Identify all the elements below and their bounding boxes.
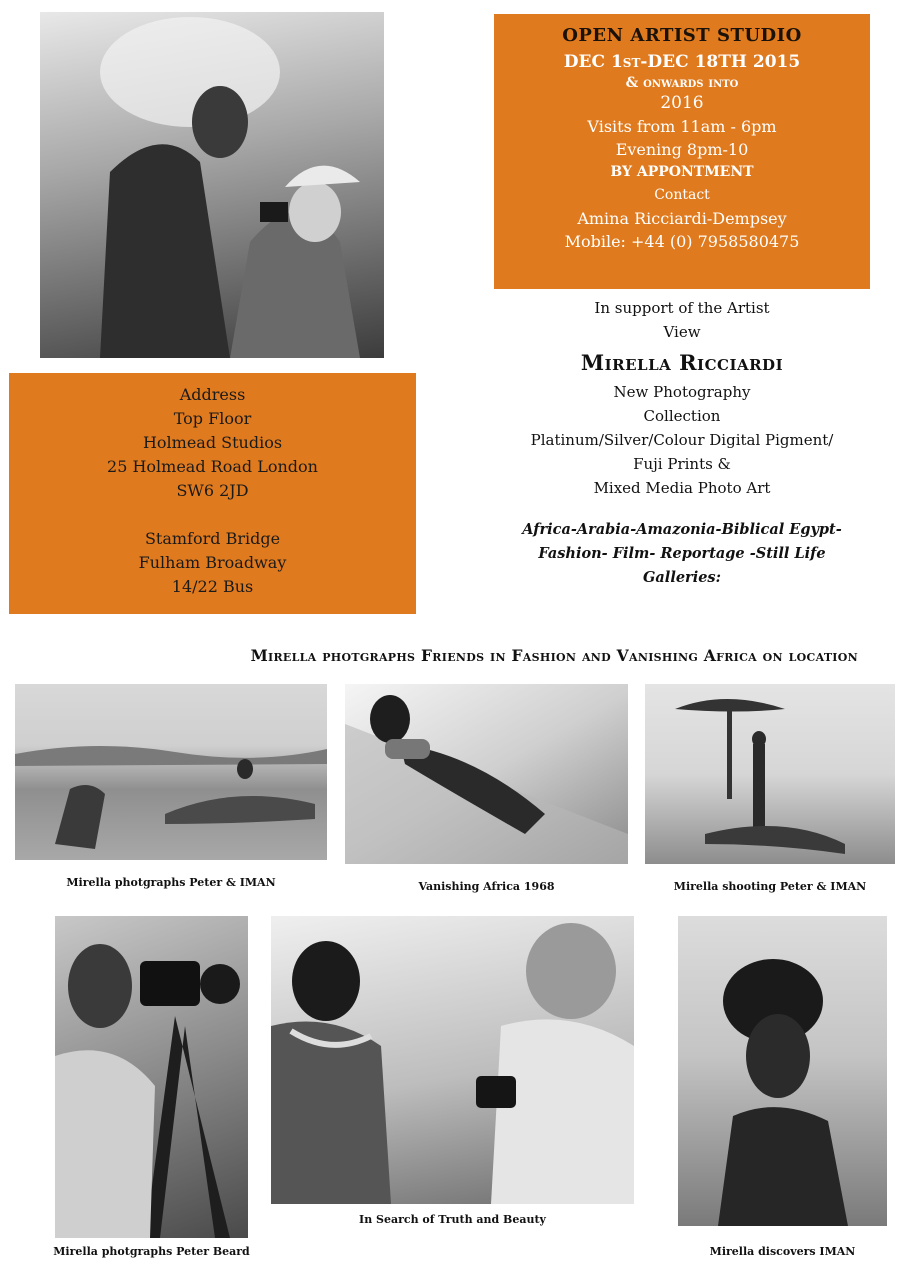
studio-contact-name: Amina Ricciardi-Dempsey [577,209,787,228]
caption-6: Mirella discovers IMAN [709,1245,856,1258]
collection-line5: Mixed Media Photo Art [593,479,771,497]
studio-onwards: & onwards into [625,75,739,91]
caption-1: Mirella photgraphs Peter & IMAN [66,876,276,889]
address-line2: Holmead Studios [142,433,283,452]
photo-peter-iman-2 [645,684,895,864]
address-line1: Top Floor [173,409,252,428]
studio-year: 2016 [660,93,704,113]
studio-appointment: BY APPONTMENT [610,164,754,180]
studio-visits: Visits from 11am - 6pm [587,117,777,136]
caption-3: Mirella shooting Peter & IMAN [673,880,867,893]
section-heading: Mirella photgraphs Friends in Fashion and Vanishing Africa on location [250,646,858,665]
studio-contact-label: Contact [654,187,710,203]
artist-name: Mirella Ricciardi [580,350,784,375]
photo-peter-beard [55,916,248,1238]
galleries-line1: Africa-Arabia-Amazonia-Biblical Egypt- [522,521,842,538]
support-text [494,296,870,590]
support-line1: In support of the Artist [594,299,770,317]
galleries-line2: Fashion- Film- Reportage -Still Life [538,545,826,562]
address-box [9,373,416,614]
support-line2: View [663,323,701,341]
address-label: Address [179,385,246,404]
photo-iman [678,916,887,1226]
photo-peter-iman-1 [15,684,327,860]
studio-dates: DEC 1st-DEC 18TH 2015 [563,52,801,72]
transport-line3: 14/22 Bus [171,577,254,596]
collection-line4: Fuji Prints & [633,455,731,473]
studio-mobile[interactable]: Mobile: +44 (0) 7958580475 [564,232,800,251]
photo-vanishing-africa [345,684,628,864]
studio-title: OPEN ARTIST STUDIO [562,25,802,46]
transport-line1: Stamford Bridge [144,529,281,548]
collection-line2: Collection [643,407,721,425]
address-line4: SW6 2JD [176,481,249,500]
galleries-line3: Galleries: [643,569,721,586]
photo-truth-beauty [271,916,634,1204]
studio-info-box [494,14,870,289]
address-line3: 25 Holmead Road London [107,457,318,476]
caption-2: Vanishing Africa 1968 [418,880,555,893]
studio-evening: Evening 8pm-10 [615,140,749,159]
collection-line3: Platinum/Silver/Colour Digital Pigment/ [530,431,834,449]
caption-5: In Search of Truth and Beauty [359,1213,546,1226]
hero-photo [40,12,384,358]
transport-line2: Fulham Broadway [138,553,287,572]
caption-4: Mirella photgraphs Peter Beard [53,1245,250,1258]
collection-line1: New Photography [613,383,751,401]
